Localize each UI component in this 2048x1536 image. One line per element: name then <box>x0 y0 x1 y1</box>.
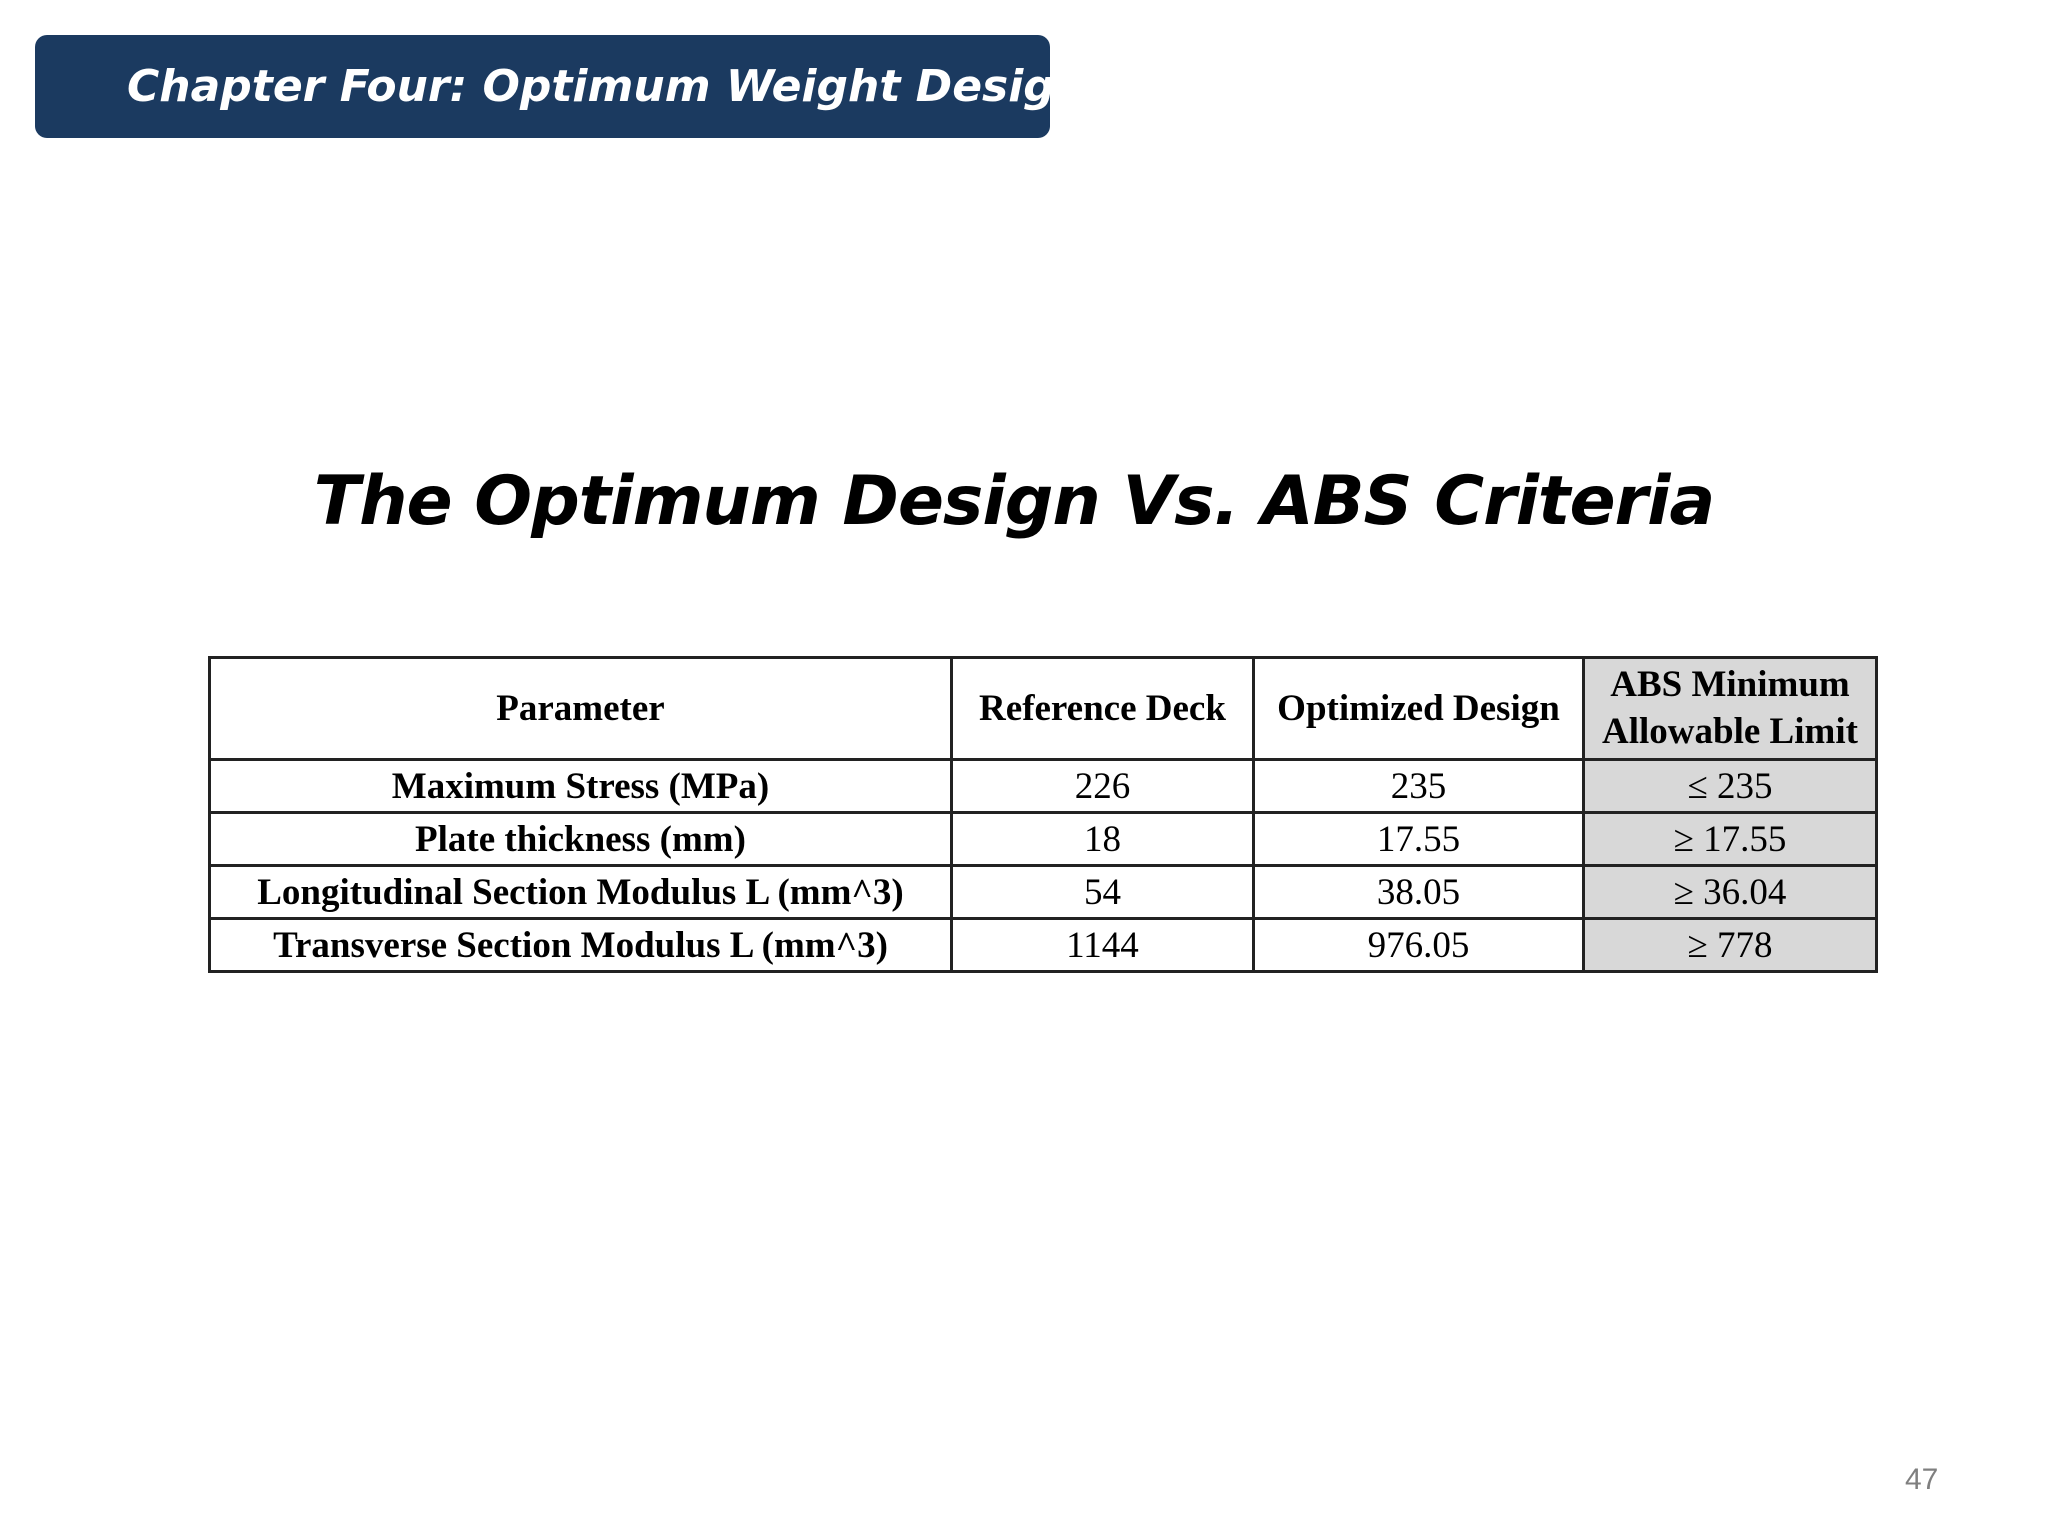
cell-optimized: 38.05 <box>1254 866 1584 919</box>
cell-parameter: Plate thickness (mm) <box>210 813 952 866</box>
chapter-header-bar <box>35 35 1087 138</box>
cell-reference: 1144 <box>952 919 1254 972</box>
header-parameter: Parameter <box>210 658 952 760</box>
cell-parameter: Longitudinal Section Modulus L (mm^3) <box>210 866 952 919</box>
table-row <box>210 760 1877 813</box>
cell-reference: 18 <box>952 813 1254 866</box>
cell-abs-limit: ≥ 36.04 <box>1584 866 1877 919</box>
cell-optimized: 17.55 <box>1254 813 1584 866</box>
header-abs-limit <box>1584 658 1877 760</box>
cell-abs-limit: ≤ 235 <box>1584 760 1877 813</box>
slide-title: The Optimum Design Vs. ABS Criteria <box>313 462 1715 541</box>
page-number: 47 <box>1905 1463 1939 1496</box>
header-optimized-design: Optimized Design <box>1254 658 1584 760</box>
header-abs-line1: ABS Minimum <box>1610 664 1850 706</box>
table-row <box>210 813 1877 866</box>
cell-abs-limit: ≥ 778 <box>1584 919 1877 972</box>
chapter-title: Chapter Four: Optimum Weight Design <box>127 61 1087 112</box>
table-row <box>210 919 1877 972</box>
cell-reference: 226 <box>952 760 1254 813</box>
comparison-table <box>208 656 1878 973</box>
header-abs-line2: Allowable Limit <box>1602 710 1858 752</box>
cell-parameter: Transverse Section Modulus L (mm^3) <box>210 919 952 972</box>
cell-optimized: 976.05 <box>1254 919 1584 972</box>
cell-parameter: Maximum Stress (MPa) <box>210 760 952 813</box>
table-header-row <box>210 658 1877 760</box>
cell-reference: 54 <box>952 866 1254 919</box>
header-reference-deck: Reference Deck <box>952 658 1254 760</box>
cell-abs-limit: ≥ 17.55 <box>1584 813 1877 866</box>
table-row <box>210 866 1877 919</box>
cell-optimized: 235 <box>1254 760 1584 813</box>
